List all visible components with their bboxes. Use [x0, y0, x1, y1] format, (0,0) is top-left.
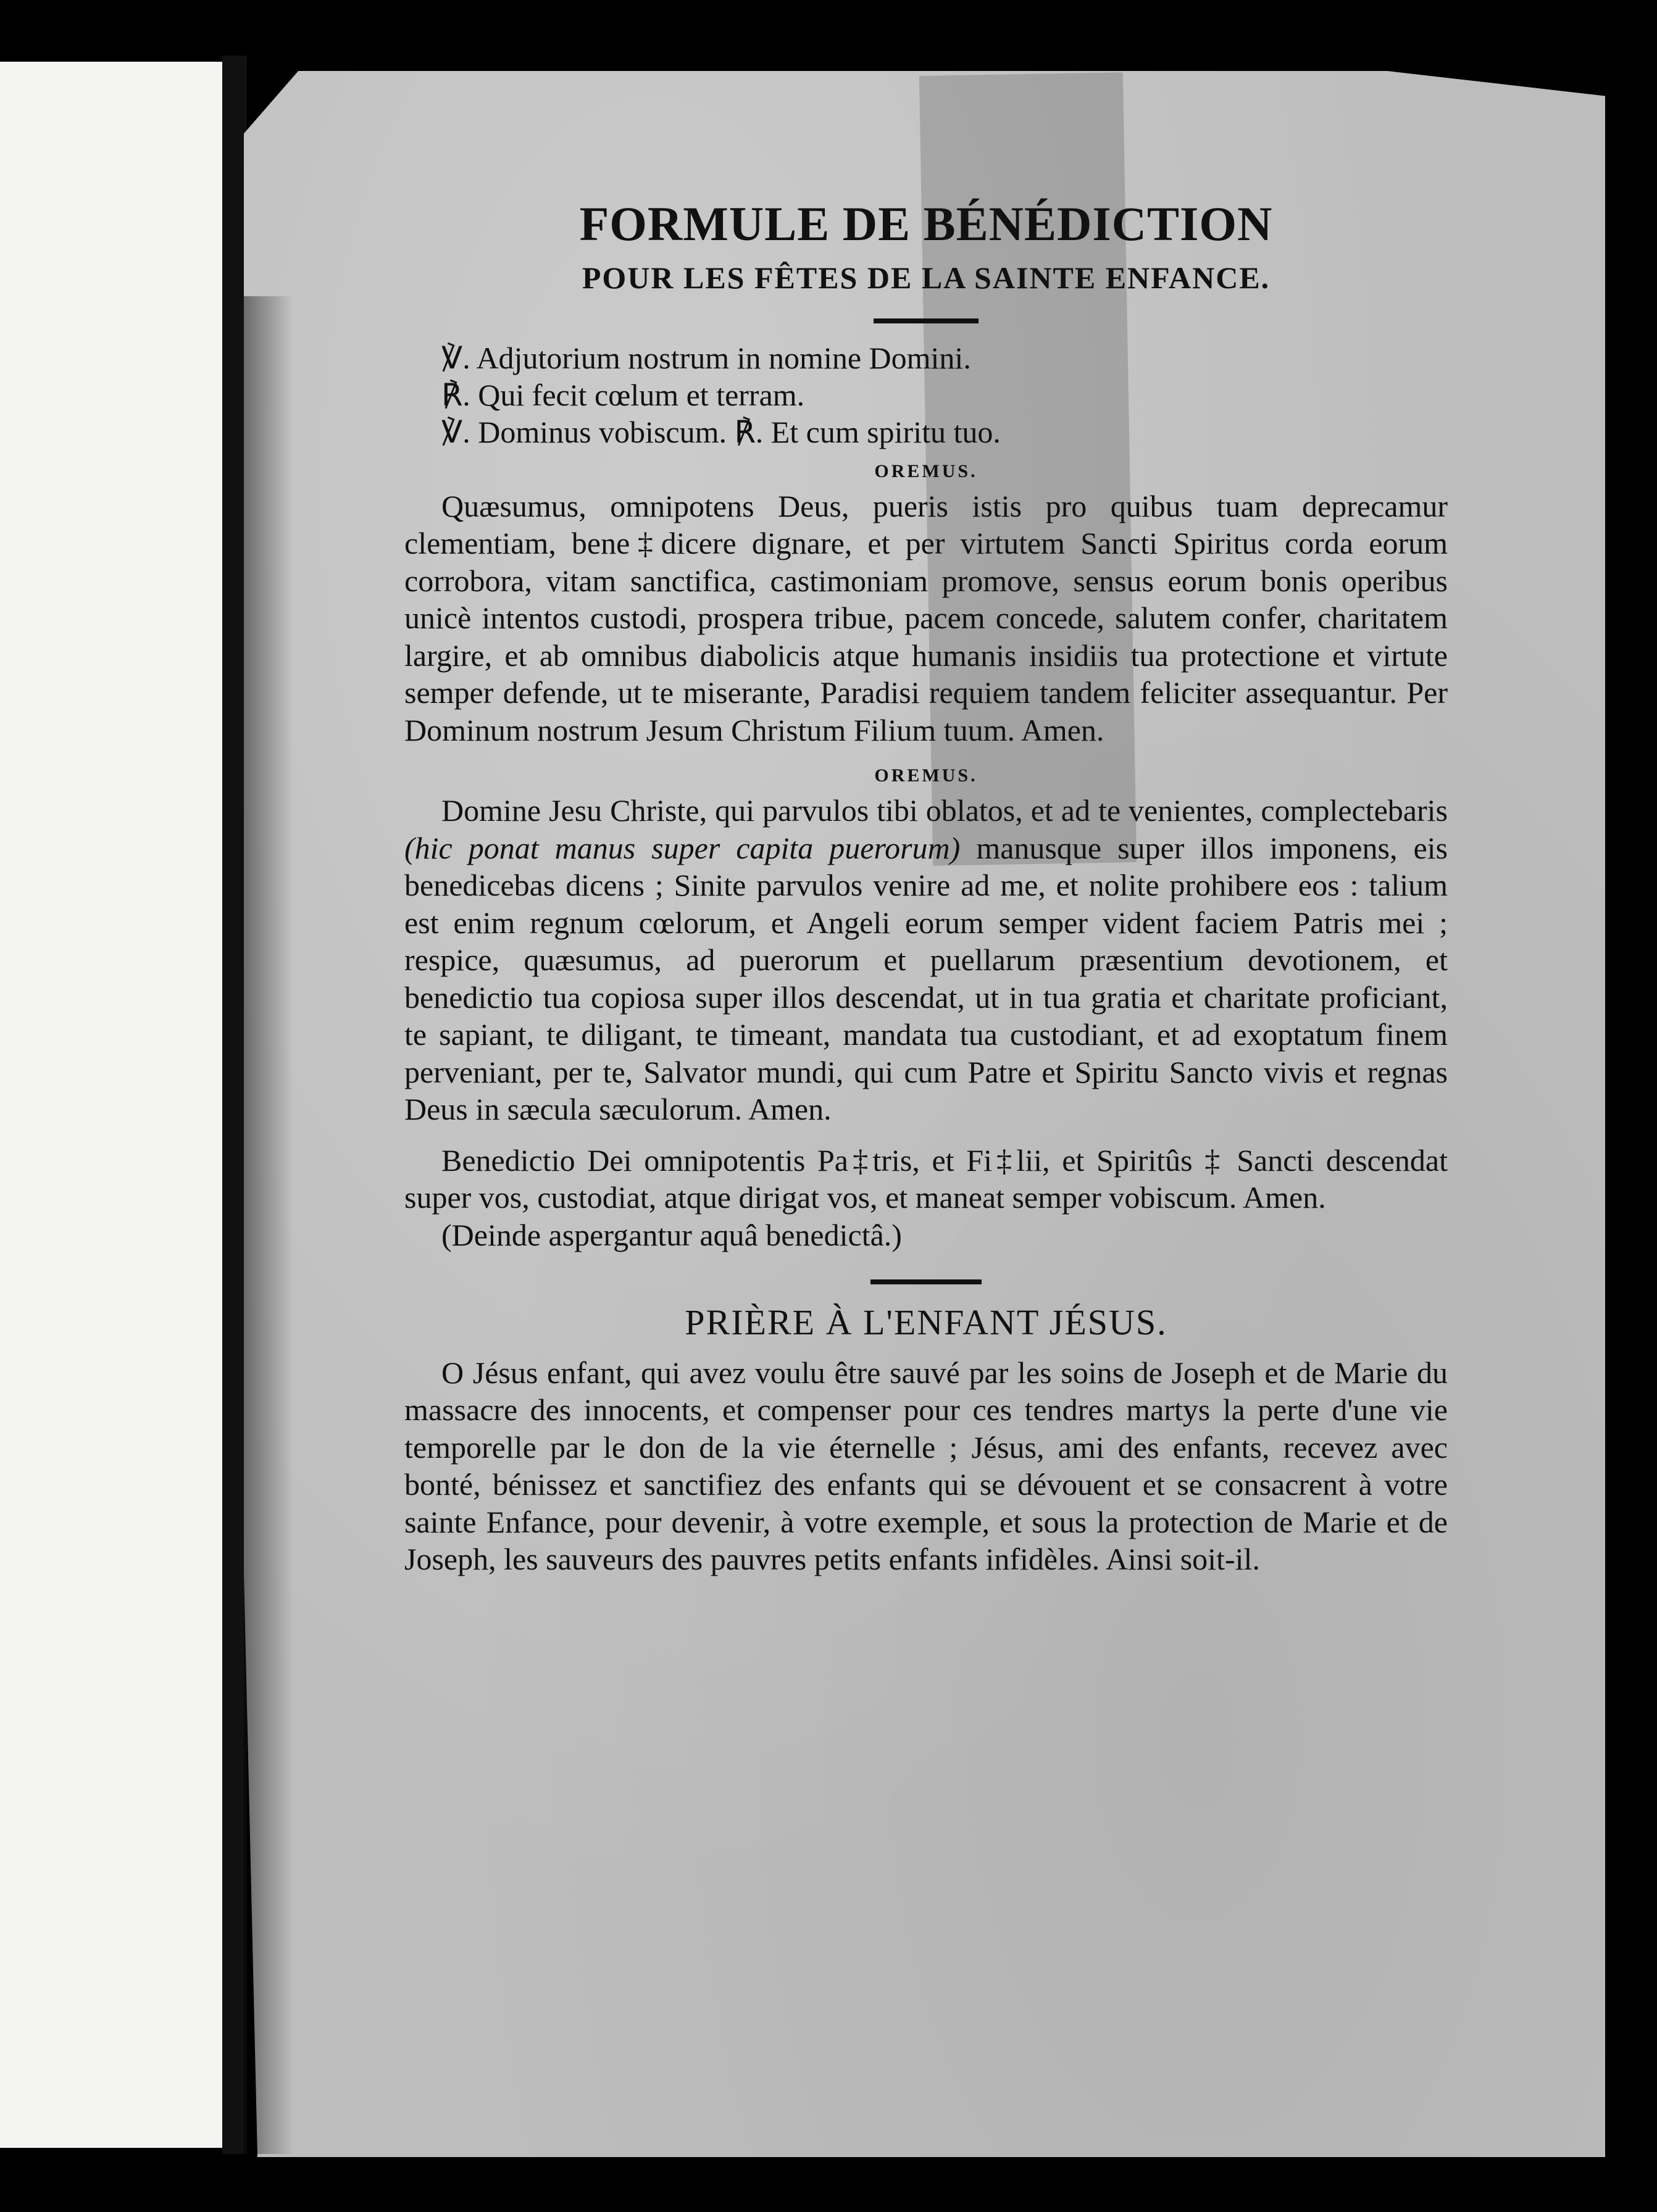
blessing-paragraph: Benedictio Dei omnipotentis Pa‡tris, et Fi‡lii, et Spiritûs ‡ Sancti descendat super vos, custodiat, atque dirigat vos, et maneat semper vobiscum. Amen.	[404, 1142, 1448, 1215]
oremus-heading-1: OREMUS.	[874, 460, 978, 481]
prayer-paragraph-3: O Jésus enfant, qui avez voulu être sauvé par les soins de Joseph et de Marie du massacre des innocents, et compenser pour ces tendres martys la perte d'une vie temporelle par le don de la vie éternelle ; Jésus, ami des enfants, recevez avec bonté, bénissez et sanctifiez des enfants qui se dévouent et se consacrent à votre sainte Enfance, pour devenir, à votre exemple, et sous la protection de Marie et de Joseph, les sauveurs des pauvres petits enfants infidèles. Ainsi soit-il.	[404, 1355, 1448, 1577]
oremus-heading-2: OREMUS.	[874, 765, 978, 786]
versicle-line: ℣. Adjutorium nostrum in nomine Domini.	[441, 340, 971, 375]
document-subtitle: POUR LES FÊTES DE LA SAINTE ENFANCE.	[582, 260, 1271, 295]
document-title: FORMULE DE BÉNÉDICTION	[579, 197, 1273, 251]
prayer-paragraph-1: Quæsumus, omnipotens Deus, pueris istis pro quibus tuam deprecamur clementiam, bene‡dicere dignare, et per virtutem Sancti Spiritus corda eorum corrobora, vitam sanctifica, castimoniam promove, sensus eorum bonis operibus unicè intentos custodi, prospera tribue, pacem concede, salutem confer, charitatem largire, et ab omnibus diabolicis atque humanis insidiis tua protectione et virtute semper defende, ut te miserante, Paradisi requiem tandem feliciter assequantur. Per Dominum nostrum Jesum Christum Filium tuum. Amen.	[404, 488, 1448, 747]
versicle-line: ℣. Dominus vobiscum. ℟. Et cum spiritu tuo.	[441, 414, 1001, 449]
rubric-instruction: (Deinde aspergantur aquâ benedictâ.)	[441, 1217, 902, 1252]
versicle-line: ℟. Qui fecit cœlum et terram.	[441, 377, 805, 412]
frame-mark-top-left	[0, 0, 1657, 17]
prayer-title: PRIÈRE À L'ENFANT JÉSUS.	[685, 1302, 1167, 1342]
prayer-2-rubric: (hic ponat manus super capita puerorum)	[404, 830, 961, 865]
prayer-2-text-b: manusque super illos imponens, eis benedicebas dicens ; Sinite parvulos venire ad me, et nolite prohibere eos : talium est enim regnum cœlorum, et Angeli eorum semper vident faciem Patris mei ; respice, quæsumus, ad puerorum et puellarum præsentium devotionem, et benedictio tua copiosa super illos descendat, ut in tua gratia et charitate proficiant, te sapiant, te diligant, te timeant, mandata tua custodiant, et ad exoptatum finem perveniant, per te, Salvator mundi, qui cum Patre et Spiritu Sancto vivis et regnas Deus in sæcula sæculorum. Amen.	[404, 830, 1448, 1127]
page-content	[404, 198, 1448, 1578]
facing-page-edge	[0, 62, 222, 2148]
section-divider	[870, 1279, 982, 1284]
title-divider	[874, 318, 979, 323]
spacer	[404, 1128, 1448, 1142]
frame-mark-bottom	[0, 2195, 1657, 2212]
gutter-shadow	[222, 56, 247, 2154]
prayer-paragraph-2	[404, 792, 1448, 1128]
prayer-2-text-a: Domine Jesu Christe, qui parvulos tibi oblatos, et ad te venientes, complectebaris	[441, 793, 1448, 828]
versicles-block	[441, 339, 1448, 451]
spine-shadow	[244, 296, 293, 2154]
